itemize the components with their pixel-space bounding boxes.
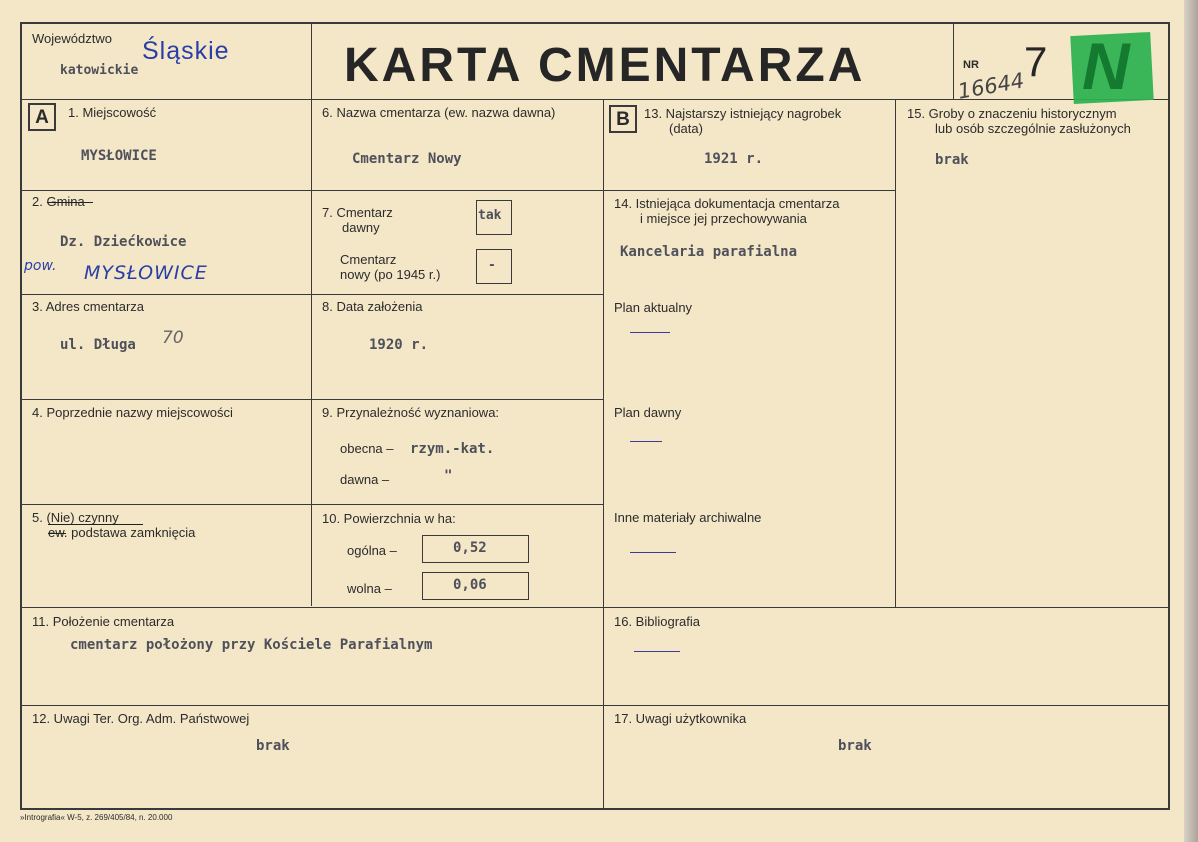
wojewodztwo-sub: katowickie xyxy=(60,63,139,78)
field-2-prefix-handwritten: pow. xyxy=(24,258,57,274)
field-15-label-1: 15. Groby o znaczeniu historycznym xyxy=(907,106,1117,121)
field-5-label-1: 5. (Nie) czynny xyxy=(32,510,119,525)
ew-strikethrough xyxy=(48,533,66,534)
column-divider-1 xyxy=(311,22,312,606)
field-13-value: 1921 r. xyxy=(704,151,764,167)
field-3-handwritten-number: 70 xyxy=(162,328,184,348)
field-17-value: brak xyxy=(838,738,872,754)
field-12-value: brak xyxy=(256,738,290,754)
field-7b-sub: nowy (po 1945 r.) xyxy=(340,267,441,282)
nr-label: NR xyxy=(963,59,979,71)
row-divider-a1 xyxy=(20,190,604,191)
archive-number-handwritten: 16644 xyxy=(956,68,1026,104)
plan-dawny-dash xyxy=(630,441,662,442)
printer-imprint: »Intrografia« W-5, z. 269/405/84, n. 20.000 xyxy=(20,813,173,822)
field-7-sub: dawny xyxy=(342,220,380,235)
field-15-value: brak xyxy=(935,152,969,168)
plan-dawny-label: Plan dawny xyxy=(614,405,682,420)
field-1-value: MYSŁOWICE xyxy=(81,148,157,164)
field-2-handwritten: MYSŁOWICE xyxy=(84,262,208,284)
row-divider-b1 xyxy=(604,190,895,191)
field-7-label: 7. Cmentarz xyxy=(322,205,393,220)
field-12-label: 12. Uwagi Ter. Org. Adm. Państwowej xyxy=(32,711,250,726)
field-10-wolna-label: wolna – xyxy=(347,581,392,596)
field-9-dawna-value: " xyxy=(444,468,453,484)
column-divider-3 xyxy=(895,100,896,608)
plan-aktualny-label: Plan aktualny xyxy=(614,300,693,315)
row-divider-a2 xyxy=(20,294,604,295)
field-7b-label: Cmentarz xyxy=(340,252,397,267)
wojewodztwo-label: Województwo xyxy=(32,31,112,46)
header-divider xyxy=(20,99,1170,100)
field-6-label: 6. Nazwa cmentarza (ew. nazwa dawna) xyxy=(322,105,556,120)
field-10-ogolna-value: 0,52 xyxy=(453,540,487,556)
field-16-dash xyxy=(634,651,680,652)
field-14-label-1: 14. Istniejąca dokumentacja cmentarza xyxy=(614,196,840,211)
field-10-ogolna-label: ogólna – xyxy=(347,543,397,558)
field-8-value: 1920 r. xyxy=(369,337,429,353)
row-divider-bottom xyxy=(20,705,1170,706)
field-13-label-2: (data) xyxy=(669,121,703,136)
field-10-wolna-box xyxy=(422,572,529,600)
nr-divider xyxy=(953,22,954,100)
field-7-value: tak xyxy=(478,208,502,223)
field-9-label: 9. Przynależność wyznaniowa: xyxy=(322,405,500,420)
column-divider-2 xyxy=(603,100,604,810)
field-7b-checkbox xyxy=(476,249,512,284)
field-13-label-1: 13. Najstarszy istniejący nagrobek xyxy=(644,106,842,121)
field-16-label: 16. Bibliografia xyxy=(614,614,700,629)
card-title: KARTA CMENTARZA xyxy=(344,39,866,92)
field-7-checkbox xyxy=(476,200,512,235)
field-10-wolna-value: 0,06 xyxy=(453,577,487,593)
row-divider-a4 xyxy=(20,504,604,505)
field-2-label: 2. Gmina xyxy=(32,194,85,209)
row-divider-a3 xyxy=(20,399,604,400)
nr-value: 7 xyxy=(1024,38,1048,85)
field-7b-value: - xyxy=(488,258,496,273)
section-b-badge: B xyxy=(609,105,637,133)
field-10-label: 10. Powierzchnia w ha: xyxy=(322,511,456,526)
field-14-label-2: i miejsce jej przechowywania xyxy=(640,211,807,226)
green-marker-letter: N xyxy=(1082,29,1130,103)
field-9-obecna-value: rzym.-kat. xyxy=(410,441,495,457)
field-3-value: ul. Długa xyxy=(60,337,136,353)
field-11-label: 11. Położenie cmentarza xyxy=(32,614,175,629)
field-17-label: 17. Uwagi użytkownika xyxy=(614,711,747,726)
inne-materialy-label: Inne materiały archiwalne xyxy=(614,510,762,525)
paper-edge xyxy=(1184,0,1198,842)
plan-aktualny-dash xyxy=(630,332,670,333)
field-9-obecna-label: obecna – xyxy=(340,441,394,456)
row-divider-main xyxy=(20,607,1170,608)
inne-materialy-dash xyxy=(630,552,676,553)
field-15-label-2: lub osób szczególnie zasłużonych xyxy=(935,121,1131,136)
field-10-ogolna-box xyxy=(422,535,529,563)
czynny-underline xyxy=(48,524,143,525)
field-6-value: Cmentarz Nowy xyxy=(352,151,462,167)
field-1-label: 1. Miejscowość xyxy=(68,105,157,120)
gmina-strikethrough xyxy=(47,202,93,203)
field-8-label: 8. Data założenia xyxy=(322,299,423,314)
field-9-dawna-label: dawna – xyxy=(340,472,390,487)
field-5-label-2: ew. podstawa zamknięcia xyxy=(48,525,196,540)
section-a-badge: A xyxy=(28,103,56,131)
field-3-label: 3. Adres cmentarza xyxy=(32,299,144,314)
field-14-value: Kancelaria parafialna xyxy=(620,244,798,260)
field-4-label: 4. Poprzednie nazwy miejscowości xyxy=(32,405,233,420)
wojewodztwo-stamp: Śląskie xyxy=(142,37,230,65)
field-11-value: cmentarz położony przy Kościele Parafialnym xyxy=(70,637,433,653)
field-2-value: Dz. Dziećkowice xyxy=(60,234,187,250)
